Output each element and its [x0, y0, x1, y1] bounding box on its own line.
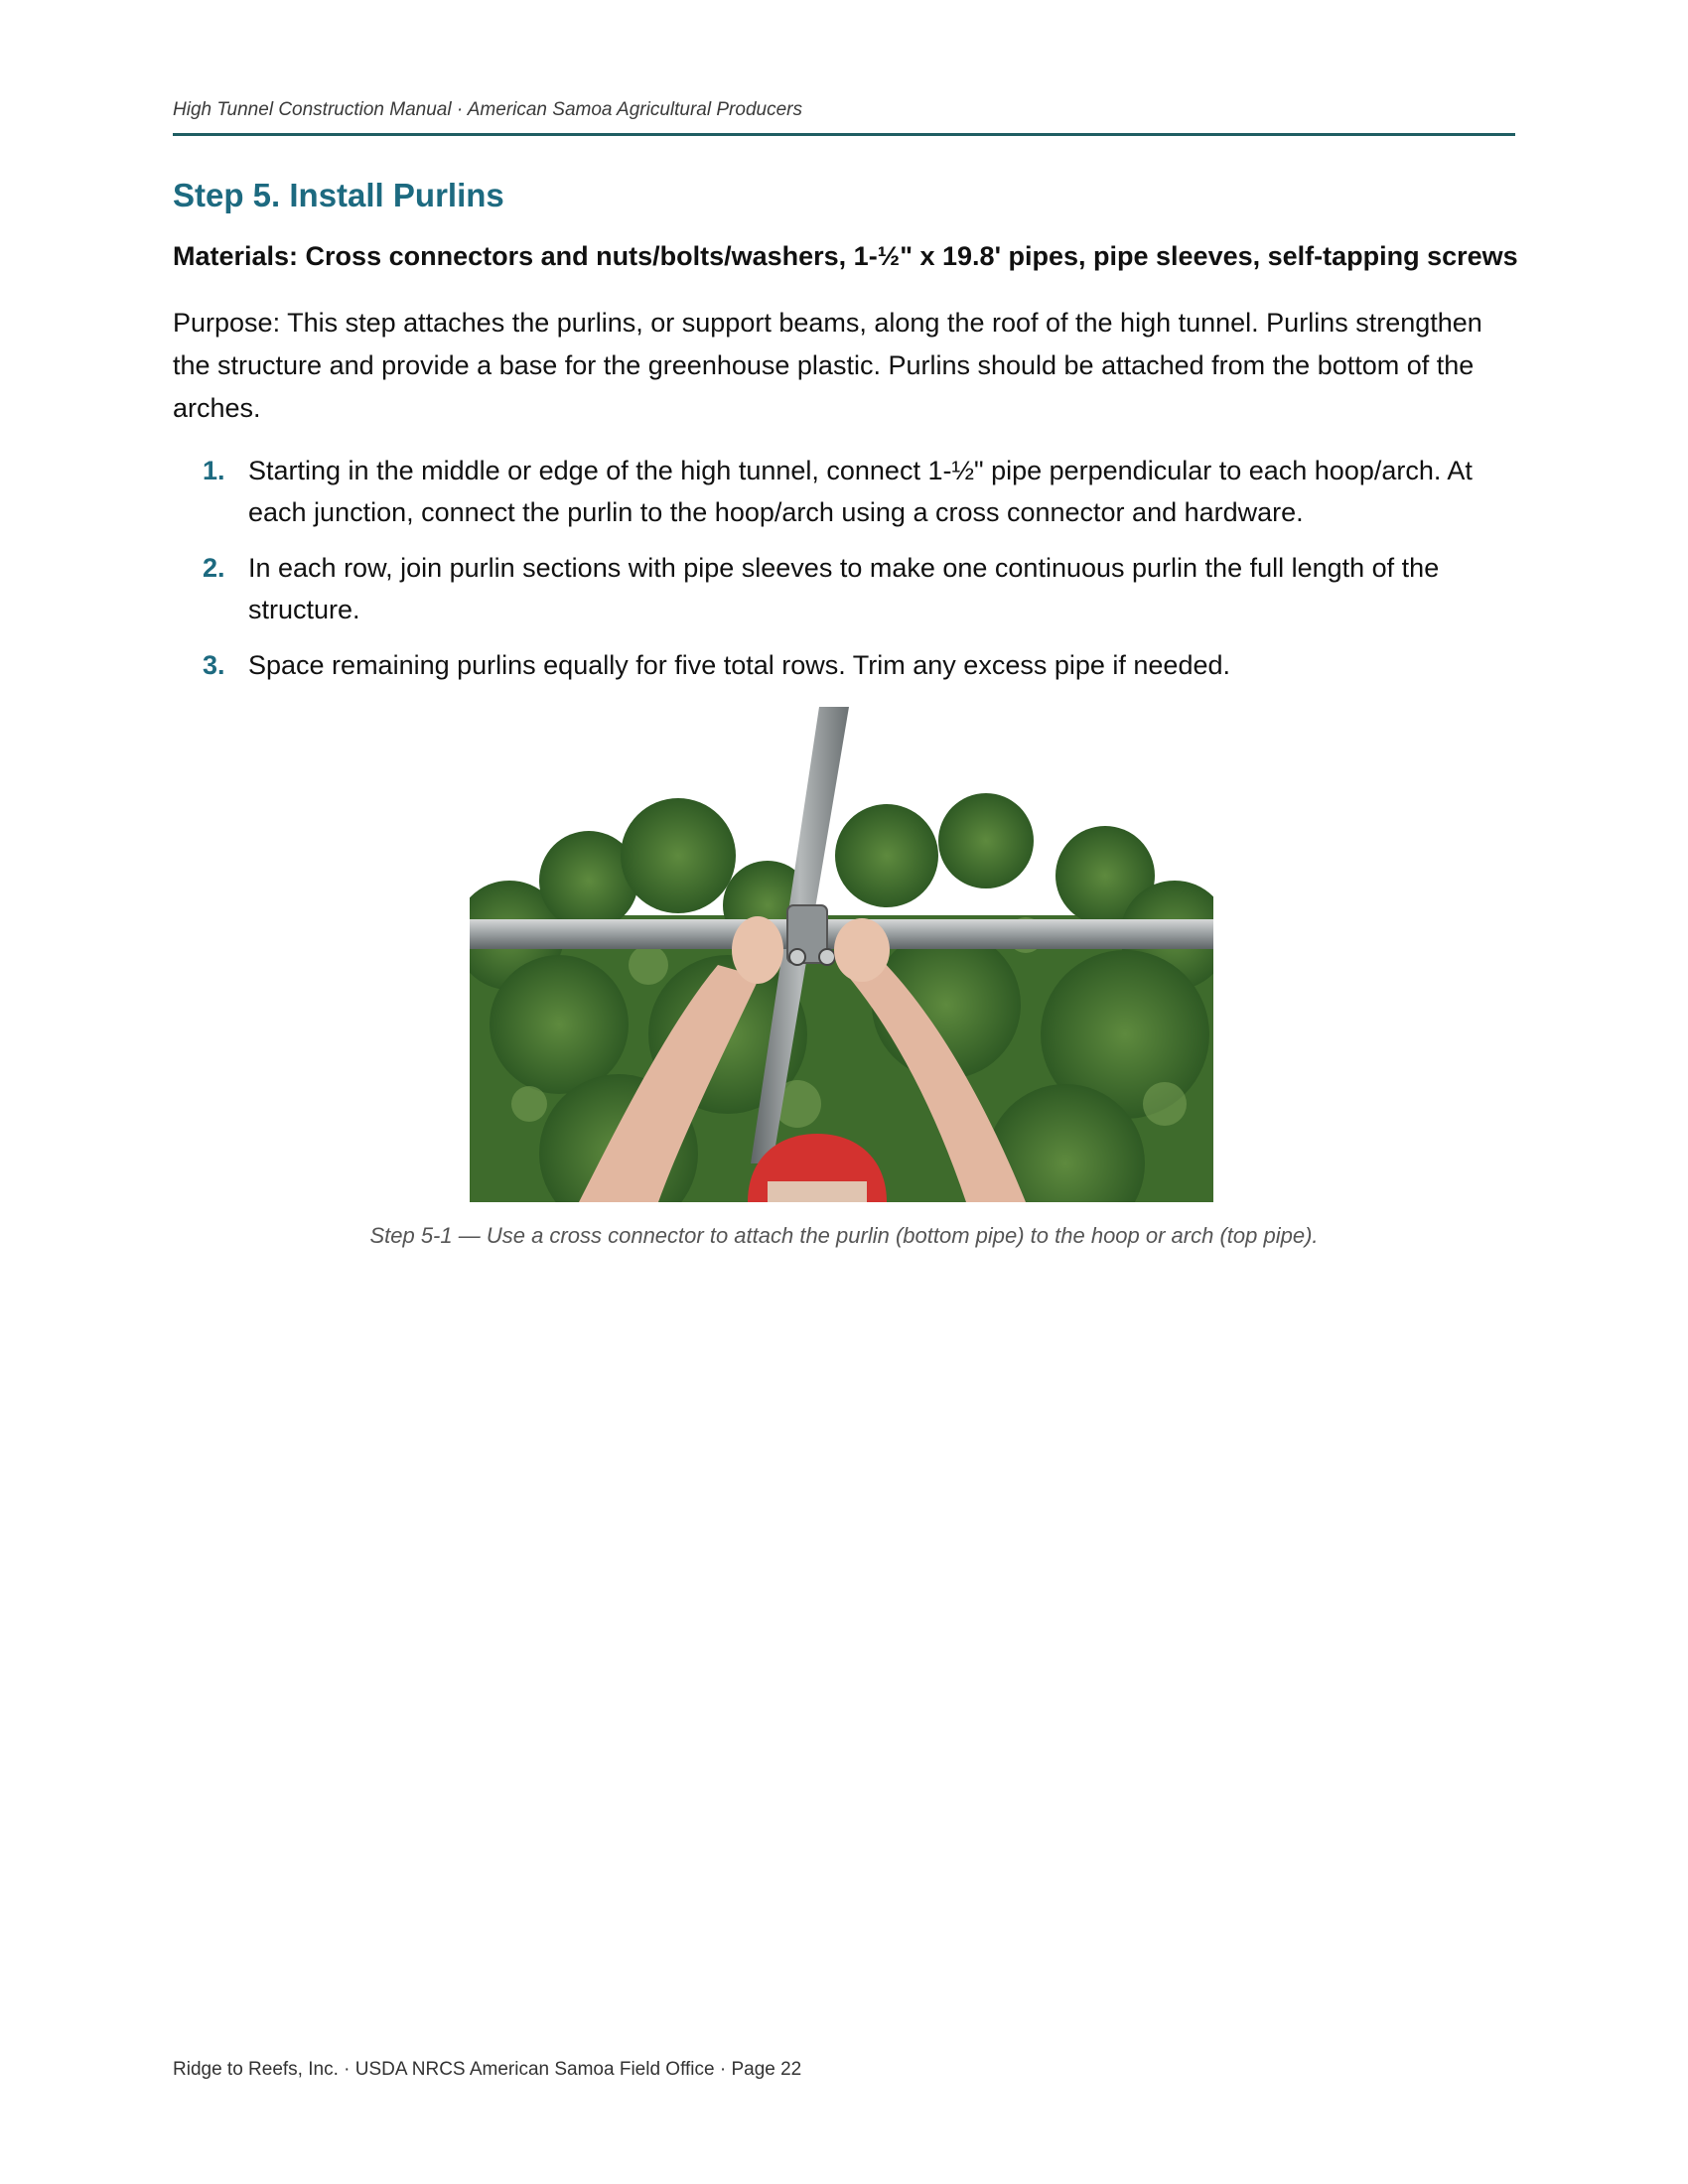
step-number: 3.	[203, 650, 225, 680]
page-footer: Ridge to Reefs, Inc. · USDA NRCS American Samoa Field Office · Page 22	[173, 2059, 802, 2080]
purpose-paragraph: Purpose: This step attaches the purlins, or support beams, along the roof of the high tunnel. Purlins strengthen the structure and provide a base for the greenhouse plastic. Purlins should be attached from the bottom of the arches.	[173, 308, 1482, 423]
step-text: Starting in the middle or edge of the high tunnel, connect 1-½" pipe perpendicular to each hoop/arch. At each junction, connect the purlin to the hoop/arch using a cross connector and hardware.	[248, 456, 1473, 527]
header-rule	[173, 133, 1515, 136]
step-title: Step 5. Install Purlins	[173, 177, 504, 213]
step-number: 1.	[203, 456, 225, 485]
materials-line: Materials: Cross connectors and nuts/bolts/washers, 1-½" x 19.8' pipes, pipe sleeves, self-tapping screws	[173, 241, 1518, 271]
running-header: High Tunnel Construction Manual · American Samoa Agricultural Producers	[173, 99, 802, 120]
figure-photo	[470, 707, 1213, 1202]
figure-caption: Step 5-1 — Use a cross connector to attach the purlin (bottom pipe) to the hoop or arch (top pipe).	[369, 1223, 1319, 1248]
step-text: In each row, join purlin sections with pipe sleeves to make one continuous purlin the full length of the structure.	[248, 553, 1440, 624]
step-text: Space remaining purlins equally for five total rows. Trim any excess pipe if needed.	[248, 650, 1230, 680]
step-number: 2.	[203, 553, 225, 583]
step-item	[173, 644, 1515, 686]
step-item	[173, 547, 1515, 630]
steps-list	[173, 450, 1515, 700]
step-item	[173, 450, 1515, 533]
